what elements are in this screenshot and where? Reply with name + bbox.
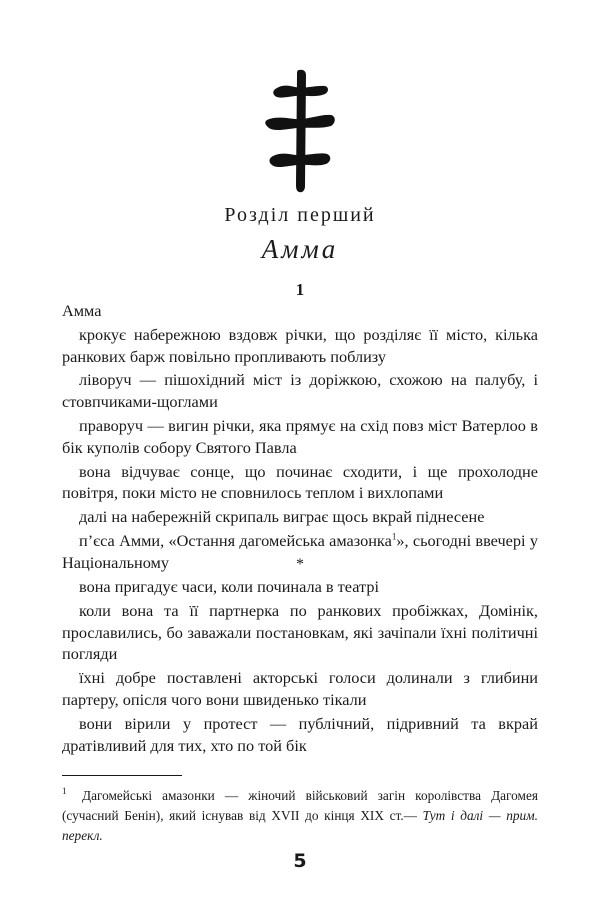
paragraph: вони вірили у протест — публічний, підривний та вкрай дратівливий для тих, хто по той бік [62, 713, 538, 755]
paragraph: коли вона та її партнерка по ранкових пробіжках, Домінік, прославились, бо заважали постановкам, які зачіпали їхні політичні погляди [62, 600, 538, 664]
paragraph: Амма [62, 301, 102, 320]
body-text-block-2 [62, 576, 538, 758]
footnote-text: Дагомейські амазонки — жіночий військовий загін королівства Дагомея (сучасний Бенін), який існував від XVII до кінця XIX ст.— [62, 788, 538, 823]
paragraph: далі на набережній скрипаль виграє щось вкрай піднесене [79, 507, 485, 527]
body-text-block-1 [62, 300, 538, 576]
footnote-reference[interactable]: 1 [391, 531, 397, 542]
adinkra-symbol-icon [265, 68, 337, 194]
section-separator: * [296, 556, 304, 573]
paragraph: вона пригадує часи, коли починала в театрі [79, 577, 380, 596]
paragraph: вона відчуває сонце, що починає сходити, і ще прохолодне повітря, поки місто не сповнилось теплом і вихлопами [62, 461, 538, 503]
section-number: 1 [295, 280, 305, 299]
paragraph: крокує набережною вздовж річки, що розділяє її місто, кілька ранкових барж повільно пропливають поблизу [62, 324, 538, 366]
footnote [62, 781, 538, 846]
footnote-note: Тут і далі — прим. перекл. [62, 808, 538, 843]
page-number: 5 [293, 850, 307, 872]
chapter-label: Розділ перший [224, 204, 376, 226]
footnote-divider [62, 775, 182, 776]
footnote-marker: 1 [62, 786, 67, 796]
paragraph: праворуч — вигин річки, яка прямує на схід повз міст Ватерлоо в бік куполів собору Святого Павла [62, 415, 538, 457]
paragraph: ліворуч — пішохідний міст із доріжкою, схожою на палубу, і стовпчиками-щоглами [62, 370, 538, 412]
paragraph-play: п’єса Амми, «Остання дагомейська амазонка$^1$», сьогодні ввечері у Національному [62, 530, 539, 572]
chapter-title: Амма [261, 234, 339, 264]
paragraph: їхні добре поставлені акторські голоси долинали з глибини партеру, опісля чого вони швиденько тікали [62, 668, 538, 709]
